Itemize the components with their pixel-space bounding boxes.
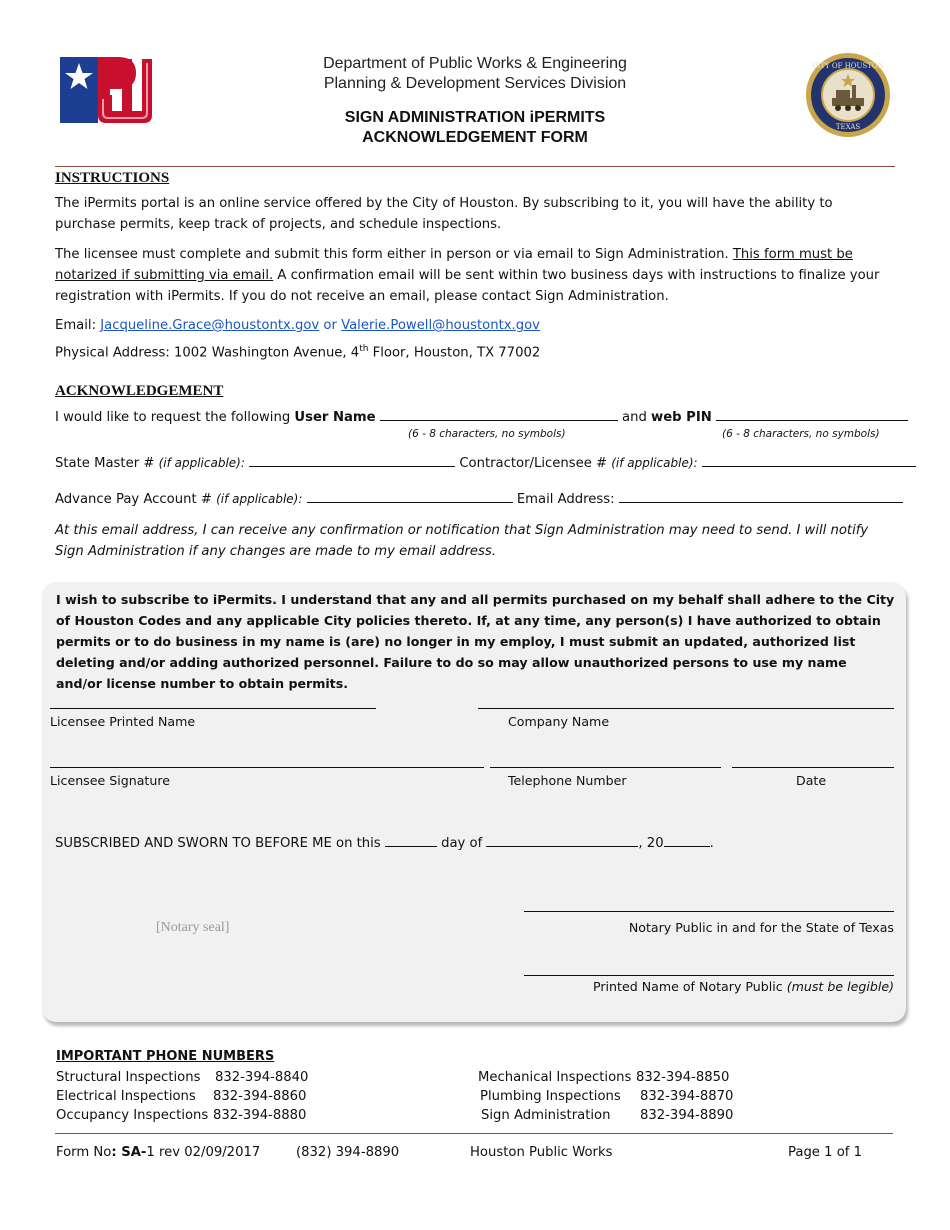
advance-pay-field[interactable] <box>307 489 513 503</box>
phone-number-mechanical: 832-394-8850 <box>636 1070 730 1085</box>
license-numbers-line <box>55 453 900 474</box>
instructions-paragraph-1: The iPermits portal is an online service offered by the City of Houston. By subscribing to it, you will have the ability to purchase permits, keep track of projects, and schedule inspections. <box>55 196 833 232</box>
phone-number-occupancy: 832-394-8880 <box>213 1108 307 1123</box>
footer-phone: (832) 394-8890 <box>296 1145 400 1160</box>
form-no-code: : SA- <box>111 1145 147 1160</box>
form-title <box>250 108 700 148</box>
web-pin-field[interactable] <box>716 407 908 421</box>
sworn-day-field[interactable] <box>385 833 437 847</box>
p2-underline-2: notarized if submitting via email. <box>55 268 274 283</box>
notary-printed-name-label <box>593 979 894 994</box>
address-rest: Floor, Houston, TX 77002 <box>368 345 541 361</box>
phone-left-numbers <box>213 1068 308 1125</box>
state-master-hint: (if applicable): <box>158 456 245 470</box>
address-text: Physical Address: 1002 Washington Avenue, 4 <box>55 345 360 361</box>
footer-org: Houston Public Works <box>470 1145 613 1160</box>
department-line-2: Planning & Development Services Division <box>323 75 627 92</box>
date-field[interactable] <box>732 767 894 768</box>
department-line-1: Department of Public Works & Engineering <box>323 55 627 72</box>
phone-right-labels <box>478 1068 631 1125</box>
physical-address <box>55 339 540 363</box>
acknowledgement-heading: ACKNOWLEDGEMENT <box>55 383 224 399</box>
footer-divider <box>55 1133 893 1134</box>
form-no-label: Form No <box>56 1145 112 1160</box>
advance-pay-hint: (if applicable): <box>216 492 303 506</box>
notary-seal-placeholder: [Notary seal] <box>156 920 230 935</box>
svg-text:CITY OF HOUSTON: CITY OF HOUSTON <box>812 62 884 70</box>
hpw-logo <box>58 55 156 125</box>
svg-text:TEXAS: TEXAS <box>835 123 861 131</box>
contact-emails <box>55 315 540 336</box>
notary-printed-text: Printed Name of Notary Public <box>592 979 787 994</box>
city-of-houston-seal-icon <box>805 52 891 138</box>
sworn-text-c: , 20 <box>638 836 664 851</box>
form-no-rev: 1 rev 02/09/2017 <box>146 1145 261 1160</box>
phone-number-electrical: 832-394-8860 <box>213 1089 307 1104</box>
city-seal <box>805 52 891 138</box>
phone-label-plumbing: Plumbing Inspections <box>480 1089 621 1104</box>
email-notice: At this email address, I can receive any confirmation or notification that Sign Administration may need to send. I will notify Sign Administration if any changes are made to my email address. <box>55 523 869 559</box>
state-master-label: State Master # <box>55 456 159 471</box>
sworn-statement <box>55 833 714 854</box>
phone-heading: IMPORTANT PHONE NUMBERS <box>56 1049 275 1064</box>
sworn-text-b: day of <box>436 836 487 851</box>
sworn-text-a: SUBSCRIBED AND SWORN TO BEFORE ME on this <box>55 836 385 851</box>
p2-text-b: A confirmation email will be sent within two business days with instructions to finalize your registration with iPermits. If you do not receive an email, please contact Sign Administration. <box>55 268 880 304</box>
email-address-label: Email Address: <box>516 492 615 507</box>
contractor-label: Contractor/Licensee # <box>459 456 612 471</box>
date-label: Date <box>796 773 827 788</box>
email-link-valerie[interactable]: Valerie.Powell@houstontx.gov <box>341 318 540 333</box>
telephone-number-label: Telephone Number <box>508 773 627 788</box>
notary-printed-name-field[interactable] <box>524 975 894 976</box>
sworn-text-d: . <box>709 836 714 851</box>
email-label: Email: <box>55 318 101 333</box>
p2-underline-1: This form must be <box>732 247 853 262</box>
and-text: and <box>617 410 652 425</box>
notary-printed-hint: (must be legible) <box>786 979 894 994</box>
footer-page: Page 1 of 1 <box>788 1145 862 1160</box>
phone-right-numbers <box>636 1068 733 1125</box>
sworn-month-field[interactable] <box>486 833 638 847</box>
email-address-field[interactable] <box>619 489 903 503</box>
licensee-printed-name-label: Licensee Printed Name <box>50 714 196 729</box>
state-master-field[interactable] <box>249 453 455 467</box>
instructions-paragraph-2 <box>55 244 895 307</box>
p2-text-a: The licensee must complete and submit this form either in person or via email to Sign Administration. <box>55 247 733 262</box>
phone-label-mechanical: Mechanical Inspections <box>478 1070 632 1085</box>
phone-label-occupancy: Occupancy Inspections <box>56 1108 209 1123</box>
notary-public-label: Notary Public in and for the State of Texas <box>628 920 894 935</box>
phone-number-sign-admin: 832-394-8890 <box>640 1108 734 1123</box>
licensee-printed-name-field[interactable] <box>50 708 376 709</box>
web-pin-label: web PIN <box>651 410 712 425</box>
user-name-label: User Name <box>294 410 376 425</box>
form-title-line-1: SIGN ADMINISTRATION iPERMITS <box>344 109 606 126</box>
phone-label-sign-admin: Sign Administration <box>481 1108 611 1123</box>
request-text: I would like to request the following <box>55 410 295 425</box>
department-header <box>250 54 700 94</box>
phone-number-plumbing: 832-394-8870 <box>640 1089 734 1104</box>
address-sup: th <box>359 344 369 354</box>
houston-public-works-logo-icon <box>58 55 156 125</box>
phone-number-structural: 832-394-8840 <box>215 1070 309 1085</box>
user-name-hint: (6 - 8 characters, no symbols) <box>408 428 566 440</box>
instructions-heading: INSTRUCTIONS <box>55 170 170 186</box>
company-name-field[interactable] <box>478 708 894 709</box>
sworn-year-field[interactable] <box>664 833 710 847</box>
advance-pay-line <box>55 489 900 510</box>
contractor-field[interactable] <box>702 453 916 467</box>
phone-label-structural: Structural Inspections <box>56 1070 201 1085</box>
licensee-signature-label: Licensee Signature <box>50 773 170 788</box>
email-link-jacqueline[interactable]: Jacqueline.Grace@houstontx.gov <box>100 318 320 333</box>
licensee-signature-field[interactable] <box>50 767 484 768</box>
subscription-statement: I wish to subscribe to iPermits. I understand that any and all permits purchased on my behalf shall adhere to the City of Houston Codes and any applicable City policies thereto. If, at any time, any person(s) I have authorized to obtain permits or to do business in my name is (are) no longer in my employ, I must submit an updated, authorized list deleting and/or adding authorized personnel. Failure to do so may allow unauthorized persons to use my name and/or license number to obtain permits. <box>56 592 895 691</box>
notary-signature-field[interactable] <box>524 911 894 912</box>
contractor-hint: (if applicable): <box>611 456 698 470</box>
advance-pay-label: Advance Pay Account # <box>55 492 217 507</box>
footer-form-number <box>56 1145 260 1160</box>
email-or: or <box>319 318 342 333</box>
request-line <box>55 407 900 428</box>
company-name-label: Company Name <box>508 714 610 729</box>
telephone-number-field[interactable] <box>490 767 721 768</box>
web-pin-hint: (6 - 8 characters, no symbols) <box>722 428 880 440</box>
header-divider <box>55 166 895 167</box>
form-title-line-2: ACKNOWLEDGEMENT FORM <box>362 129 588 146</box>
phone-label-electrical: Electrical Inspections <box>56 1089 196 1104</box>
phone-left-labels <box>56 1068 208 1125</box>
user-name-field[interactable] <box>380 407 618 421</box>
